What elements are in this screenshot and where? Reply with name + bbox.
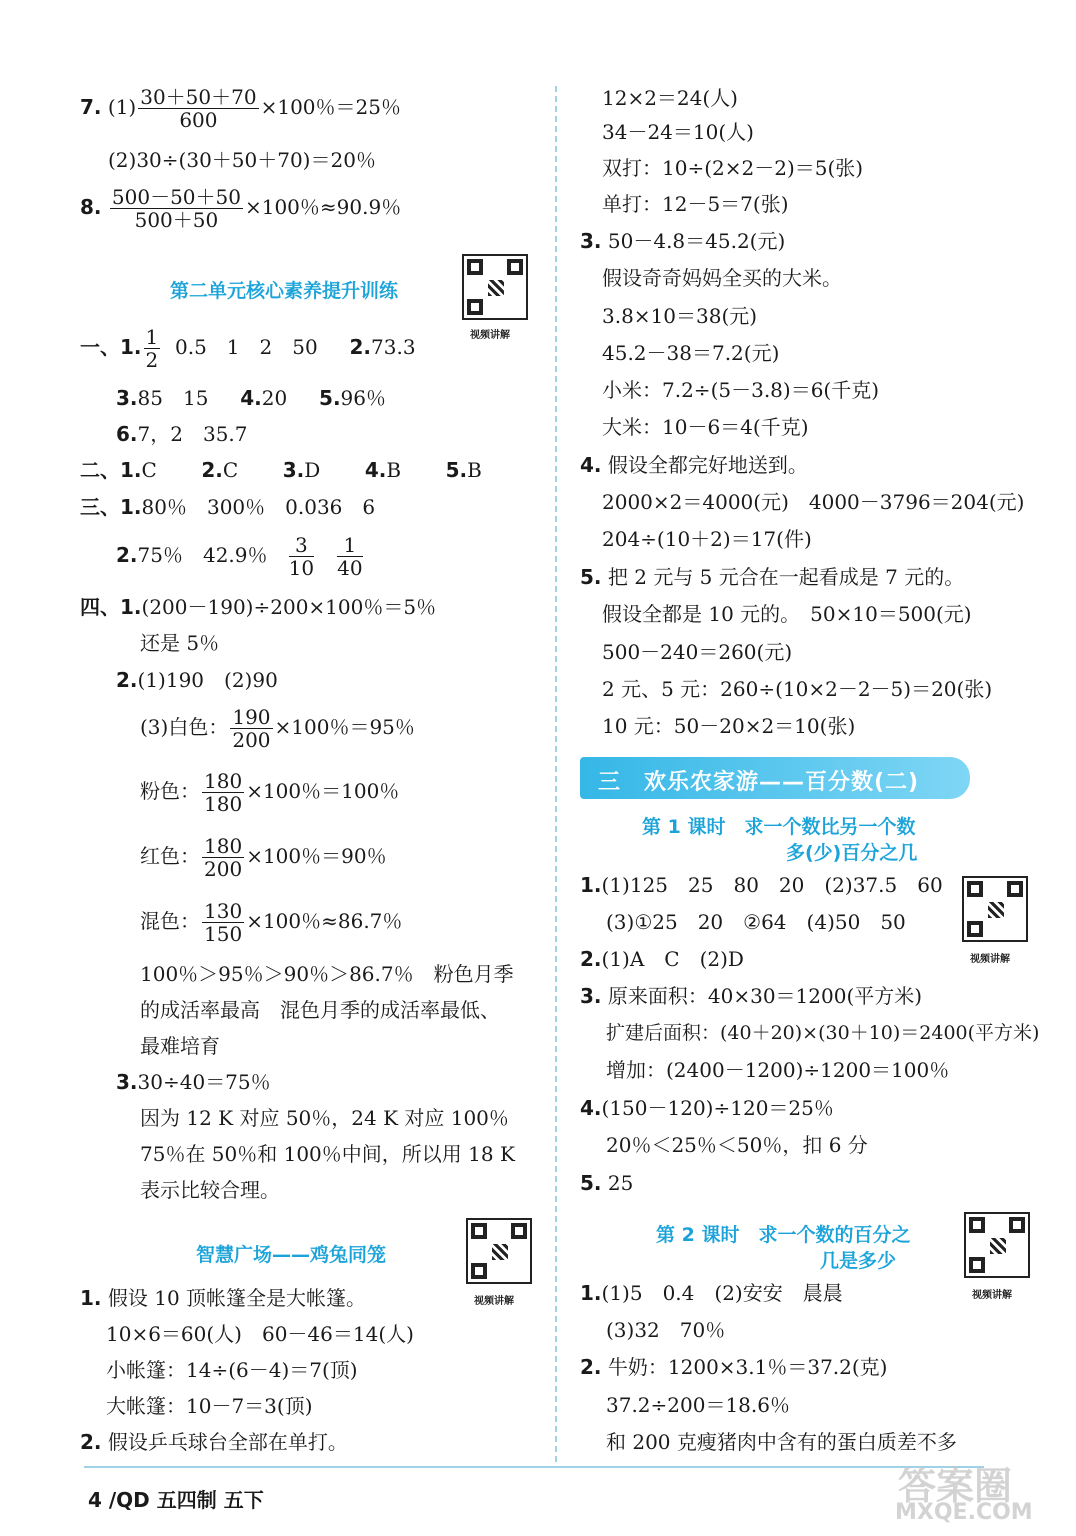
s4-pink: 粉色： $\frac{180}{180}$ ×100％＝100％ [140, 769, 400, 816]
fraction: $\frac{180}{180}$ [204, 769, 243, 816]
watermark-url: MXQE.COM [895, 1500, 1033, 1525]
answer-7-part1: 7. (1) $\frac{30+50+70}{600}$ ×100％＝25％ [80, 85, 401, 132]
lesson1-title-line2: 多(少)百分之几 [786, 842, 918, 864]
r-q5-line2: 假设全都是 10 元的。 50×10＝500(元) [602, 602, 972, 626]
fraction: $\frac{1}{40}$ [337, 533, 363, 580]
s4-conclusion-2: 的成活率最高 混色月季的成活率最低、 [140, 998, 500, 1022]
s4-red: 红色： $\frac{180}{200}$ ×100％＝90％ [140, 834, 387, 881]
s1-line3: 6.7，2 35.7 [116, 422, 248, 446]
r-q3-line6: 大米：10－6＝4(千克) [602, 415, 809, 439]
r-q3-line4: 45.2－38＝7.2(元) [602, 341, 780, 365]
lesson1-title-line1: 第 1 课时 求一个数比另一个数 [642, 816, 916, 838]
s4-q1-line2: 还是 5％ [140, 631, 220, 655]
qr-caption: 视频讲解 [972, 1290, 1012, 1301]
r-q4-line3: 204÷(10＋2)＝17(件) [602, 527, 812, 551]
qr-code-icon[interactable] [964, 1212, 1030, 1278]
l2-q1-line2: (3)32 70％ [606, 1318, 726, 1342]
fraction: $\frac{3}{10}$ [288, 533, 315, 580]
fraction: $\frac{30+50+70}{600}$ [140, 85, 257, 132]
l1-q3-line3: 增加：(2400－1200)÷1200＝100％ [606, 1058, 950, 1082]
w-q1-line2: 10×6＝60(人) 60－46＝14(人) [106, 1322, 414, 1346]
l2-q2-line1: 2. 牛奶：1200×3.1％＝37.2(克) [580, 1355, 888, 1379]
s4-q1-line1: 四、1.(200－190)÷200×100％＝5％ [80, 595, 437, 619]
s3-line2: 2.75％ 42.9％ $\frac{3}{10}$ $\frac{1}{40}$ [116, 533, 363, 580]
qr-caption: 视频讲解 [970, 954, 1010, 965]
r-q3-line3: 3.8×10＝38(元) [602, 304, 758, 328]
fraction: $\frac{1}{2}$ [145, 325, 159, 372]
watermark: 答案圈 [898, 1464, 1013, 1508]
qr-caption: 视频讲解 [470, 330, 510, 341]
footer-rule [84, 1466, 984, 1468]
unit-banner [580, 757, 970, 799]
r-q4-line1: 4. 假设全都完好地送到。 [580, 453, 808, 477]
s4-q3-line2: 因为 12 K 对应 50％，24 K 对应 100％ [140, 1106, 509, 1130]
l1-q5-line1: 5. 25 [580, 1171, 634, 1195]
w-q1-line1: 1. 假设 10 顶帐篷全是大帐篷。 [80, 1286, 367, 1310]
w-q2-line1: 2. 假设乒乓球台全部在单打。 [80, 1430, 348, 1454]
s1-line1: 一、1. $\frac{1}{2}$ 0.5 1 2 50 2.73.3 [80, 325, 416, 372]
column-divider [555, 86, 557, 1462]
l1-q2-line1: 2.(1)A C (2)D [580, 947, 744, 971]
r-line3: 双打：10÷(2×2－2)＝5(张) [602, 156, 864, 180]
w-q1-line3: 小帐篷：14÷(6－4)＝7(顶) [106, 1358, 358, 1382]
s4-conclusion-1: 100％＞95％＞90％＞86.7％ 粉色月季 [140, 962, 514, 986]
r-line4: 单打：12－5＝7(张) [602, 192, 789, 216]
l2-q2-line3: 和 200 克瘦猪肉中含有的蛋白质差不多 [606, 1430, 957, 1454]
l2-q1-line1: 1.(1)5 0.4 (2)安安 晨晨 [580, 1281, 843, 1305]
r-q3-line1: 3. 50－4.8＝45.2(元) [580, 229, 786, 253]
l1-q1-line2: (3)①25 20 ②64 (4)50 50 [606, 910, 906, 934]
answer-8: 8. $\frac{500-50+50}{500+50}$ ×100％≈90.9％ [80, 185, 402, 232]
s2-line: 二、1.C 2.C 3.D 4.B 5.B [80, 458, 482, 482]
fraction: $\frac{190}{200}$ [232, 705, 271, 752]
fraction: $\frac{500-50+50}{500+50}$ [111, 185, 241, 232]
fraction: $\frac{180}{200}$ [204, 834, 243, 881]
section-title-unit2-training: 第二单元核心素养提升训练 [170, 280, 399, 302]
qr-code-icon[interactable] [466, 1218, 532, 1284]
r-q5-line5: 10 元：50－20×2＝10(张) [602, 714, 856, 738]
r-q5-line3: 500－240＝260(元) [602, 640, 793, 664]
lesson2-title-line2: 几是多少 [820, 1250, 897, 1272]
w-q1-line4: 大帐篷：10－7＝3(顶) [106, 1394, 313, 1418]
s4-q3-line4: 表示比较合理。 [140, 1178, 280, 1202]
s4-white: (3)白色： $\frac{190}{200}$ ×100％＝95％ [140, 705, 415, 752]
s4-q3-line1: 3.30÷40＝75％ [116, 1070, 271, 1094]
unit-banner-text: 三 欢乐农家游——百分数(二) [598, 770, 920, 795]
l1-q3-line2: 扩建后面积：(40＋20)×(30＋10)＝2400(平方米) [606, 1022, 1040, 1044]
l1-q1-line1: 1.(1)125 25 80 20 (2)37.5 60 [580, 873, 943, 897]
l1-q3-line1: 3. 原来面积：40×30＝1200(平方米) [580, 984, 923, 1008]
r-line2: 34－24＝10(人) [602, 120, 754, 144]
s1-line2: 3.85 15 4.20 5.96％ [116, 386, 386, 410]
lesson2-title-line1: 第 2 课时 求一个数的百分之 [656, 1224, 911, 1246]
fraction: $\frac{130}{150}$ [204, 899, 243, 946]
s3-line1: 三、1.80％ 300％ 0.036 6 [80, 495, 376, 519]
s4-q3-line3: 75％在 50％和 100％中间，所以用 18 K [140, 1142, 515, 1166]
r-q5-line1: 5. 把 2 元与 5 元合在一起看成是 7 元的。 [580, 565, 965, 589]
r-q3-line5: 小米：7.2÷(5－3.8)＝6(千克) [602, 378, 880, 402]
qr-code-icon[interactable] [462, 254, 528, 320]
qr-caption: 视频讲解 [474, 1296, 514, 1307]
r-line1: 12×2＝24(人) [602, 86, 738, 110]
s4-q2-line1: 2.(1)190 (2)90 [116, 668, 278, 692]
s4-conclusion-3: 最难培育 [140, 1034, 220, 1058]
page-footer: 4 /QD 五四制 五下 [88, 1488, 264, 1512]
answer-7-part2: (2)30÷(30＋50＋70)＝20％ [108, 148, 376, 172]
s4-mix: 混色： $\frac{130}{150}$ ×100％≈86.7％ [140, 899, 403, 946]
l1-q4-line2: 20％＜25％＜50％，扣 6 分 [606, 1133, 868, 1157]
r-q5-line4: 2 元、5 元：260÷(10×2－2－5)＝20(张) [602, 677, 993, 701]
qr-code-icon[interactable] [962, 876, 1028, 942]
r-q4-line2: 2000×2＝4000(元) 4000－3796＝204(元) [602, 490, 1025, 514]
l2-q2-line2: 37.2÷200＝18.6％ [606, 1393, 790, 1417]
l1-q4-line1: 4.(150－120)÷120＝25％ [580, 1096, 834, 1120]
r-q3-line2: 假设奇奇妈妈全买的大米。 [602, 266, 842, 290]
section-title-wisdom-square: 智慧广场——鸡兔同笼 [196, 1244, 387, 1266]
